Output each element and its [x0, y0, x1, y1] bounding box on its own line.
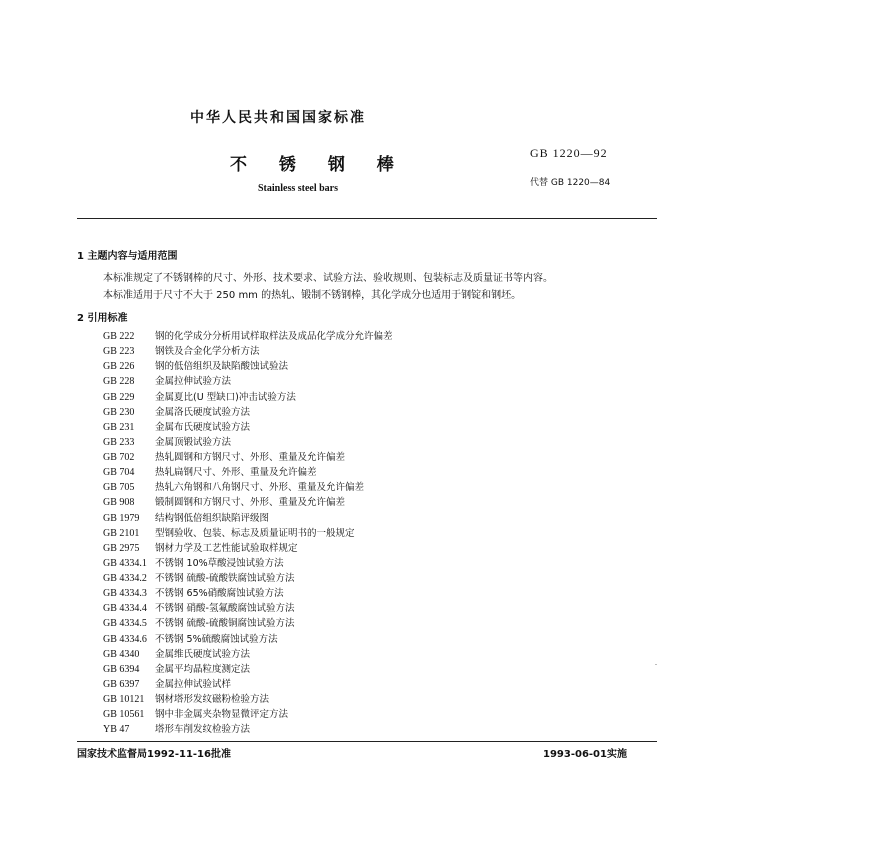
- reference-item: [103, 541, 393, 556]
- effective-date: 1993-06-01实施: [543, 749, 627, 760]
- reference-item: [103, 616, 393, 631]
- reference-item: [103, 405, 393, 420]
- reference-title: 金属顶锻试验方法: [155, 436, 232, 448]
- reference-code: GB 4334.5: [103, 618, 147, 630]
- reference-title: 不锈钢 硫酸-硫酸铁腐蚀试验方法: [155, 573, 295, 584]
- reference-item: [103, 420, 393, 435]
- reference-item: [103, 571, 393, 586]
- reference-title: 金属布氏硬度试验方法: [155, 421, 251, 433]
- section-2-title: 2 引用标准: [77, 313, 128, 324]
- reference-code: GB 4340: [103, 648, 140, 660]
- reference-code: GB 4334.6: [103, 633, 147, 645]
- reference-item: [103, 692, 393, 707]
- reference-title: 金属洛氏硬度试验方法: [155, 406, 251, 418]
- reference-item: [103, 435, 393, 450]
- reference-item: [103, 480, 393, 495]
- document-title: 不 锈 钢 棒: [230, 155, 396, 175]
- reference-title: 钢铁及合金化学分析方法: [155, 346, 260, 358]
- reference-item: [103, 647, 393, 662]
- reference-title: 热轧圆钢和方钢尺寸、外形、重量及允许偏差: [155, 452, 346, 463]
- reference-code: GB 231: [103, 421, 135, 433]
- reference-title: 不锈钢 硫酸-硫酸铜腐蚀试验方法: [155, 618, 295, 630]
- reference-title: 热轧六角钢和八角钢尺寸、外形、重量及允许偏差: [155, 482, 365, 494]
- document-subtitle-english: Stainless steel bars: [258, 183, 338, 194]
- reference-title: 钢中非金属夹杂物显微评定方法: [155, 709, 289, 721]
- reference-code: GB 4334.3: [103, 588, 147, 600]
- reference-code: GB 705: [103, 482, 135, 494]
- reference-code: GB 6394: [103, 663, 140, 675]
- reference-item: [103, 329, 393, 344]
- issued-by: 国家技术监督局1992-11-16批准: [77, 749, 231, 760]
- reference-code: GB 4334.2: [103, 573, 147, 584]
- reference-code: GB 223: [103, 346, 135, 358]
- reference-code: GB 10561: [103, 709, 145, 721]
- section-1-title: 1 主题内容与适用范围: [77, 251, 178, 262]
- reference-title: 不锈钢 10%草酸浸蚀试验方法: [155, 557, 284, 569]
- reference-item: [103, 632, 393, 647]
- reference-code: GB 2101: [103, 527, 140, 539]
- replaces-standard: 代替 GB 1220—84: [530, 178, 611, 188]
- standard-number: GB 1220—92: [530, 146, 608, 160]
- reference-code: GB 229: [103, 391, 135, 403]
- reference-code: GB 2975: [103, 542, 140, 554]
- national-standard-heading: 中华人民共和国国家标准: [190, 110, 366, 126]
- reference-code: GB 4334.1: [103, 557, 147, 569]
- reference-item: [103, 374, 393, 389]
- top-divider: [77, 218, 657, 219]
- reference-item: [103, 465, 393, 480]
- bottom-divider: [77, 741, 657, 742]
- reference-title: 不锈钢 5%硫酸腐蚀试验方法: [155, 633, 278, 645]
- reference-title: 金属维氏硬度试验方法: [155, 648, 251, 660]
- reference-title: 金属平均晶粒度测定法: [155, 663, 251, 675]
- reference-title: 金属拉伸试验方法: [155, 376, 232, 388]
- reference-title: 型钢验收、包装、标志及质量证明书的一般规定: [155, 527, 355, 539]
- reference-title: 不锈钢 65%硝酸腐蚀试验方法: [155, 588, 284, 600]
- reference-title: 不锈钢 硝酸-氢氟酸腐蚀试验方法: [155, 603, 295, 615]
- reference-code: GB 704: [103, 467, 135, 479]
- reference-code: GB 702: [103, 452, 135, 463]
- reference-code: GB 233: [103, 436, 135, 448]
- reference-title: 钢的低倍组织及缺陷酸蚀试验法: [155, 361, 289, 373]
- reference-item: [103, 450, 393, 465]
- reference-item: [103, 601, 393, 616]
- reference-title: 锻制圆钢和方钢尺寸、外形、重量及允许偏差: [155, 497, 346, 509]
- reference-item: [103, 556, 393, 571]
- reference-item: [103, 677, 393, 692]
- reference-code: GB 228: [103, 376, 135, 388]
- reference-title: 结构钢低倍组织缺陷评级图: [155, 512, 270, 524]
- reference-item: [103, 390, 393, 405]
- reference-title: 热轧扁钢尺寸、外形、重量及允许偏差: [155, 467, 317, 479]
- reference-code: YB 47: [103, 724, 130, 736]
- reference-code: GB 1979: [103, 512, 140, 524]
- reference-code: GB 222: [103, 331, 135, 342]
- reference-code: GB 6397: [103, 678, 140, 690]
- reference-title: 塔形车削发纹检验方法: [155, 724, 251, 736]
- reference-title: 钢的化学成分分析用试样取样法及成品化学成分允许偏差: [155, 331, 393, 342]
- referenced-standards-list: [103, 329, 393, 737]
- reference-item: [103, 722, 393, 737]
- reference-title: 钢材塔形发纹磁粉检验方法: [155, 694, 270, 705]
- reference-code: GB 10121: [103, 694, 145, 705]
- reference-code: GB 908: [103, 497, 135, 509]
- reference-item: [103, 495, 393, 510]
- reference-title: 金属拉伸试验试样: [155, 678, 232, 690]
- scan-speck: [655, 664, 657, 665]
- reference-item: [103, 662, 393, 677]
- reference-item: [103, 586, 393, 601]
- reference-item: [103, 707, 393, 722]
- reference-code: GB 4334.4: [103, 603, 147, 615]
- reference-title: 金属夏比(U 型缺口)冲击试验方法: [155, 391, 296, 403]
- reference-item: [103, 511, 393, 526]
- reference-code: GB 230: [103, 406, 135, 418]
- reference-title: 钢材力学及工艺性能试验取样规定: [155, 542, 298, 554]
- reference-item: [103, 344, 393, 359]
- section-1-paragraph-1: 本标准规定了不锈钢棒的尺寸、外形、技术要求、试验方法、验收规则、包装标志及质量证书等内容。: [103, 273, 553, 284]
- reference-code: GB 226: [103, 361, 135, 373]
- reference-item: [103, 359, 393, 374]
- section-1-paragraph-2: 本标准适用于尺寸不大于 250 mm 的热轧、锻制不锈钢棒，其化学成分也适用于钢锭和钢坯。: [103, 290, 522, 301]
- reference-item: [103, 526, 393, 541]
